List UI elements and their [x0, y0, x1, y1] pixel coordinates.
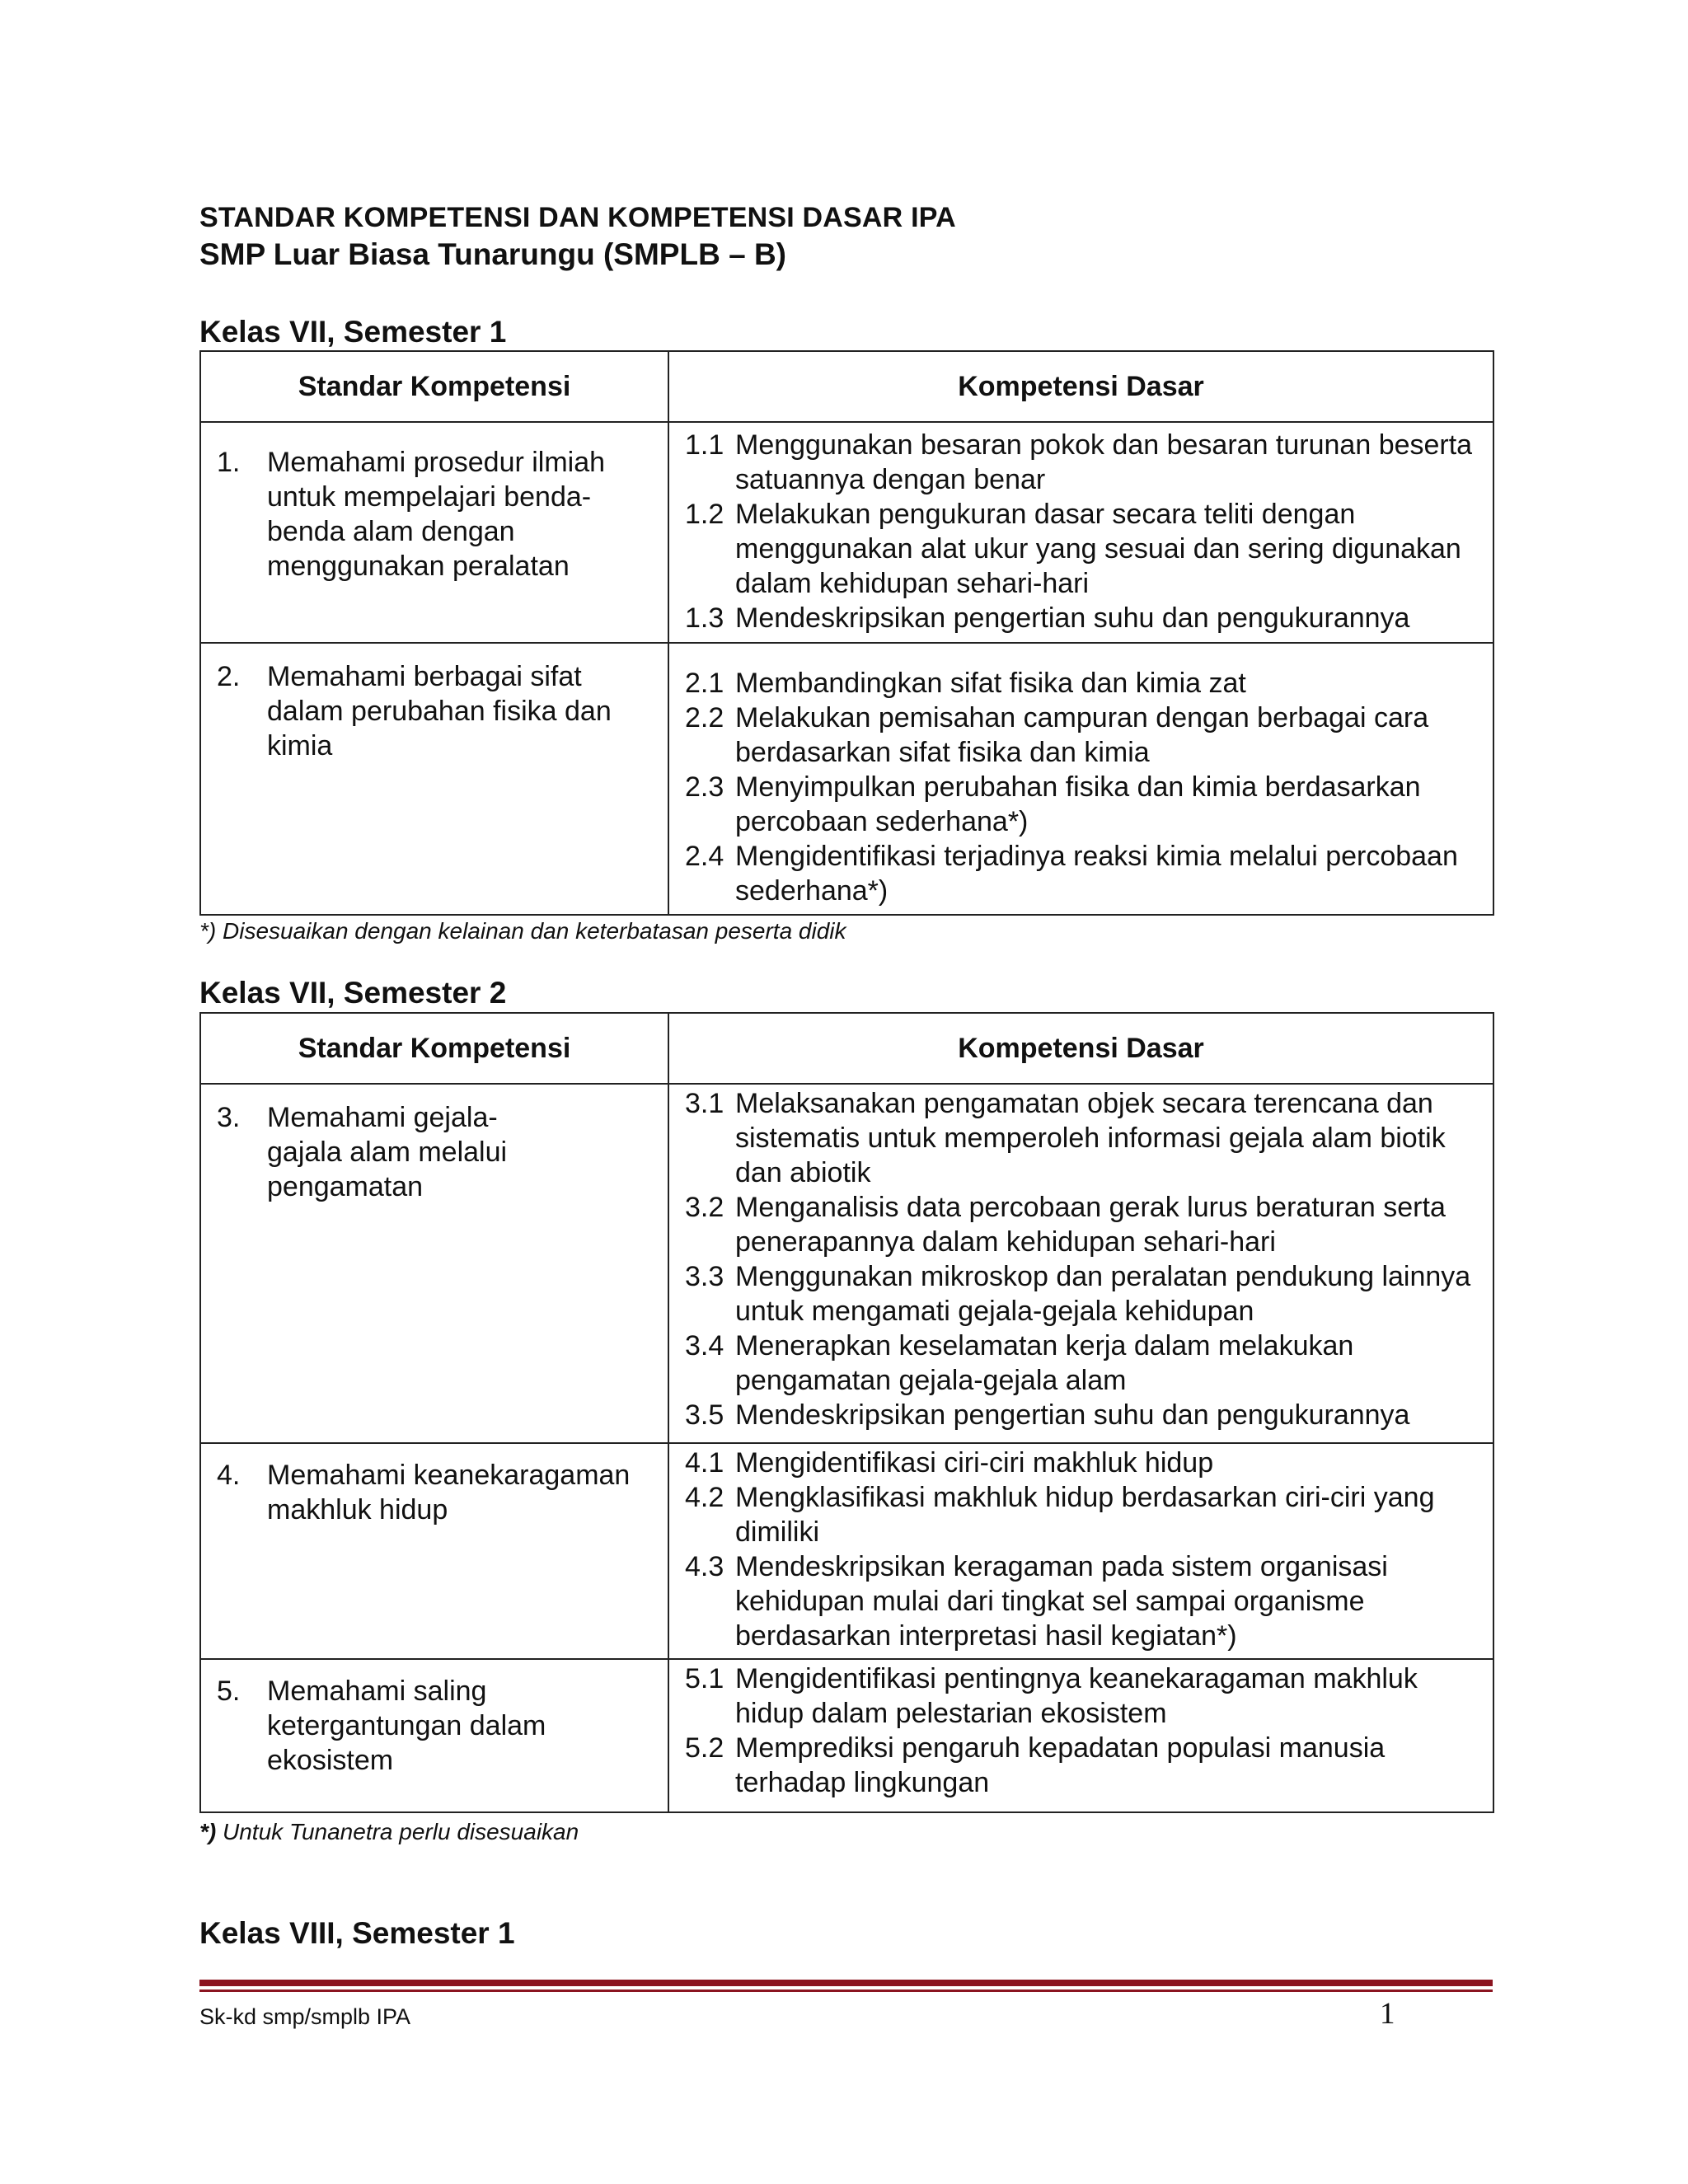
kd-number: 2.2: [685, 702, 724, 733]
competency-table-kelas-vii-semester-1: [199, 350, 1494, 916]
kd-number: 5.1: [685, 1663, 724, 1694]
footnote-marker: *): [199, 1819, 217, 1844]
table-row: [200, 1084, 1493, 1443]
section-heading-kelas-viii-semester-1: Kelas VIII, Semester 1: [199, 1916, 515, 1950]
kd-text: Melaksanakan pengamatan objek secara terencana dan sistematis untuk memperoleh informasi gejala alam biotik dan abiotik: [735, 1088, 1446, 1188]
kd-item: [685, 1661, 1485, 1731]
kd-text: Menerapkan keselamatan kerja dalam melakukan pengamatan gejala-gejala alam: [735, 1330, 1354, 1396]
sk-text: Memahami gejala-gajala alam melalui pengamatan: [267, 1102, 508, 1202]
kd-number: 1.3: [685, 602, 724, 634]
column-header-standar-kompetensi: Standar Kompetensi: [200, 1013, 668, 1084]
kd-text: Mengidentifikasi pentingnya keanekaragaman makhluk hidup dalam pelestarian ekosistem: [735, 1663, 1418, 1729]
kd-number: 2.4: [685, 841, 724, 872]
kd-item: [685, 1259, 1485, 1329]
table-header-row: [200, 351, 1493, 422]
page-number: 1: [1380, 1997, 1395, 2031]
sk-cell: [200, 1659, 668, 1812]
sk-number: 5.: [217, 1675, 241, 1707]
kd-item: [685, 1086, 1485, 1190]
kd-text: Mendeskripsikan keragaman pada sistem organisasi kehidupan mulai dari tingkat sel sampai organisme berdasarkan interpretasi hasil kegiatan*): [735, 1551, 1388, 1652]
table-row: [200, 643, 1493, 915]
column-header-kompetensi-dasar: Kompetensi Dasar: [668, 1013, 1493, 1084]
sk-number: 3.: [217, 1102, 241, 1133]
kd-number: 4.1: [685, 1447, 724, 1479]
kd-text: Mengklasifikasi makhluk hidup berdasarkan ciri-ciri yang dimiliki: [735, 1482, 1435, 1548]
kd-cell: [668, 643, 1493, 915]
kd-number: 4.3: [685, 1551, 724, 1582]
sk-text: Memahami berbagai sifat dalam perubahan fisika dan kimia: [267, 661, 612, 762]
footer-rule-thin: [199, 1990, 1493, 1992]
kd-number: 5.2: [685, 1732, 724, 1764]
footnote-semester-2: [199, 1819, 579, 1845]
kd-cell: [668, 422, 1493, 643]
sk-cell: [200, 1443, 668, 1659]
kd-text: Mendeskripsikan pengertian suhu dan pengukurannya: [735, 602, 1410, 634]
kd-number: 3.5: [685, 1399, 724, 1431]
footnote-text: Untuk Tunanetra perlu disesuaikan: [216, 1819, 579, 1844]
kd-number: 3.1: [685, 1088, 724, 1119]
kd-text: Mendeskripsikan pengertian suhu dan pengukurannya: [735, 1399, 1410, 1431]
kd-number: 2.3: [685, 771, 724, 803]
kd-item: [685, 1398, 1485, 1432]
kd-item: [685, 497, 1485, 601]
kd-number: 1.1: [685, 429, 724, 461]
kd-item: [685, 701, 1485, 770]
column-header-standar-kompetensi: Standar Kompetensi: [200, 351, 668, 422]
sk-number: 4.: [217, 1460, 241, 1491]
column-header-kompetensi-dasar: Kompetensi Dasar: [668, 351, 1493, 422]
document-title: STANDAR KOMPETENSI DAN KOMPETENSI DASAR IPA: [199, 202, 956, 233]
kd-number: 3.3: [685, 1261, 724, 1292]
kd-text: Mengidentifikasi ciri-ciri makhluk hidup: [735, 1447, 1214, 1479]
kd-item: [685, 1329, 1485, 1398]
kd-number: 3.2: [685, 1192, 724, 1223]
kd-item: [685, 1190, 1485, 1259]
kd-item: [685, 1549, 1485, 1653]
kd-number: 2.1: [685, 668, 724, 699]
kd-number: 4.2: [685, 1482, 724, 1513]
table-row: [200, 1443, 1493, 1659]
kd-number: 1.2: [685, 499, 724, 530]
table-row: [200, 1659, 1493, 1812]
kd-item: [685, 1731, 1485, 1800]
sk-cell: [200, 643, 668, 915]
section-heading-kelas-vii-semester-2: Kelas VII, Semester 2: [199, 976, 507, 1010]
kd-number: 3.4: [685, 1330, 724, 1361]
table-header-row: [200, 1013, 1493, 1084]
kd-item: [685, 1446, 1485, 1480]
document-subtitle: SMP Luar Biasa Tunarungu (SMPLB – B): [199, 237, 786, 271]
kd-text: Menggunakan mikroskop dan peralatan pendukung lainnya untuk mengamati gejala-gejala kehidupan: [735, 1261, 1471, 1327]
kd-text: Membandingkan sifat fisika dan kimia zat: [735, 668, 1246, 699]
kd-item: [685, 666, 1485, 701]
kd-cell: [668, 1084, 1493, 1443]
kd-item: [685, 770, 1485, 839]
sk-text: Memahami keanekaragaman makhluk hidup: [267, 1460, 631, 1526]
kd-text: Menganalisis data percobaan gerak lurus beraturan serta penerapannya dalam kehidupan sehari-hari: [735, 1192, 1446, 1258]
competency-table-kelas-vii-semester-2: [199, 1012, 1494, 1813]
sk-cell: [200, 1084, 668, 1443]
kd-item: [685, 839, 1485, 908]
footer-text: Sk-kd smp/smplb IPA: [199, 2004, 411, 2029]
kd-text: Menyimpulkan perubahan fisika dan kimia berdasarkan percobaan sederhana*): [735, 771, 1421, 837]
section-heading-kelas-vii-semester-1: Kelas VII, Semester 1: [199, 315, 507, 349]
kd-item: [685, 428, 1485, 497]
kd-item: [685, 1480, 1485, 1549]
sk-cell: [200, 422, 668, 643]
footer-rule: [199, 1980, 1493, 1986]
kd-text: Menggunakan besaran pokok dan besaran turunan beserta satuannya dengan benar: [735, 429, 1473, 495]
kd-text: Melakukan pemisahan campuran dengan berbagai cara berdasarkan sifat fisika dan kimia: [735, 702, 1429, 768]
kd-text: Mengidentifikasi terjadinya reaksi kimia melalui percobaan sederhana*): [735, 841, 1458, 907]
sk-number: 1.: [217, 447, 241, 478]
kd-text: Memprediksi pengaruh kepadatan populasi manusia terhadap lingkungan: [735, 1732, 1386, 1798]
kd-cell: [668, 1659, 1493, 1812]
sk-text: Memahami prosedur ilmiah untuk mempelajari benda-benda alam dengan menggunakan peralatan: [267, 447, 606, 582]
sk-number: 2.: [217, 661, 241, 692]
kd-cell: [668, 1443, 1493, 1659]
table-row: [200, 422, 1493, 643]
footnote-semester-1: *) Disesuaikan dengan kelainan dan keterbatasan peserta didik: [199, 918, 846, 944]
sk-text: Memahami saling ketergantungan dalam ekosistem: [267, 1675, 546, 1776]
kd-item: [685, 601, 1485, 635]
kd-text: Melakukan pengukuran dasar secara teliti dengan menggunakan alat ukur yang sesuai dan sering digunakan dalam kehidupan sehari-hari: [735, 499, 1461, 599]
